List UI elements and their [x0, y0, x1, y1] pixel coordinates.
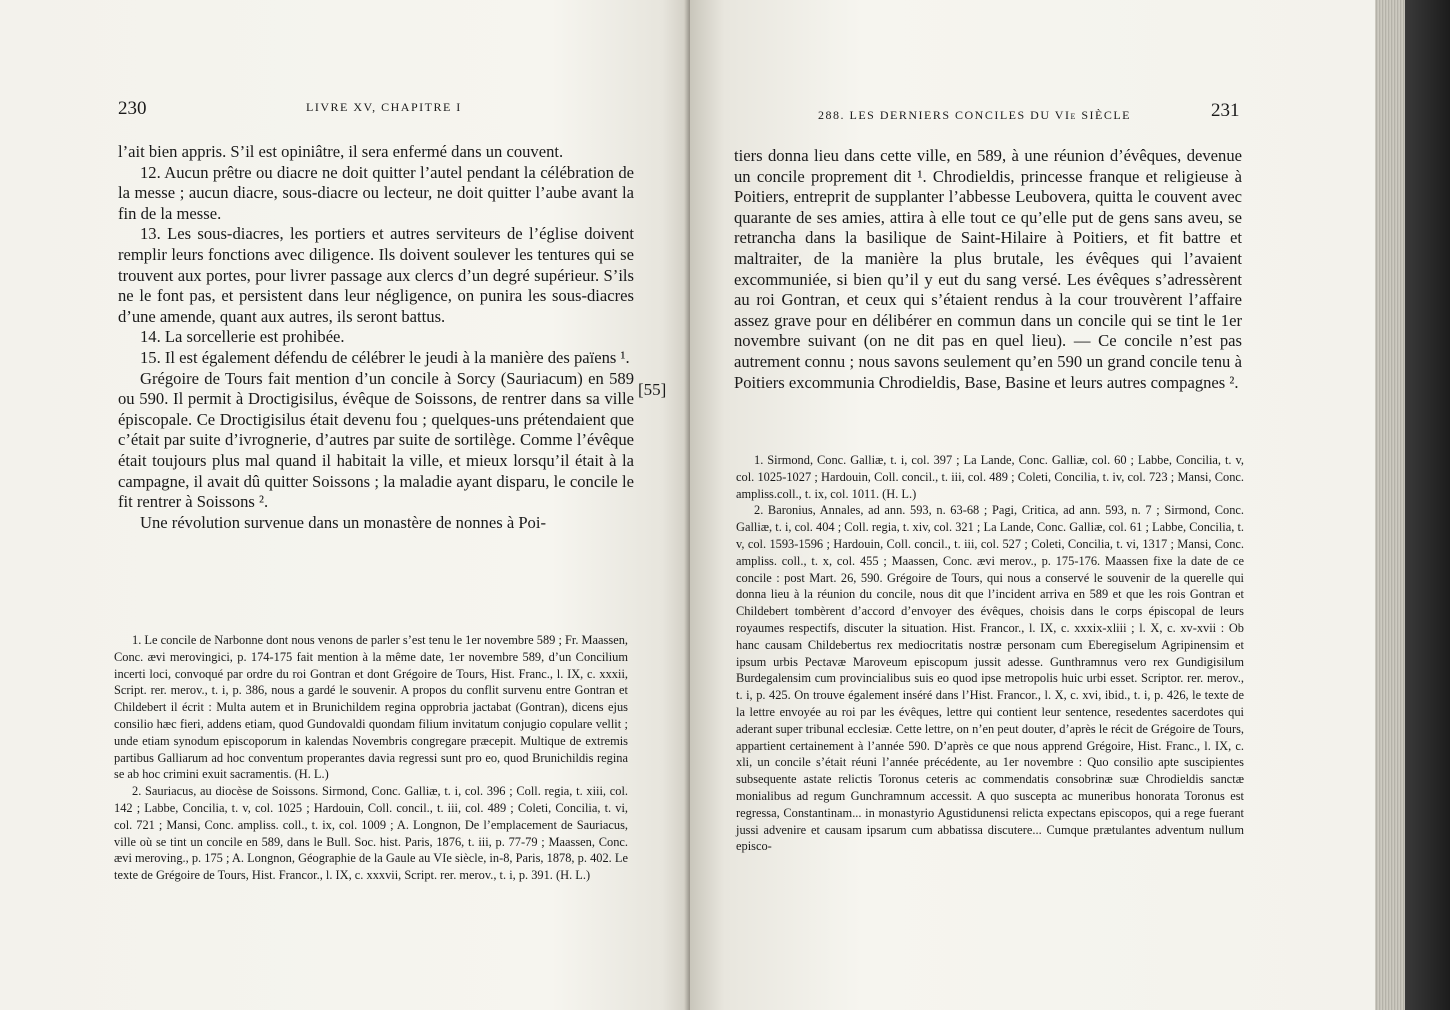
page-edges: [1375, 0, 1405, 1010]
running-head: 288. LES DERNIERS CONCILES DU VIe SIÈCLE: [818, 108, 1132, 122]
margin-page-reference: [55]: [638, 380, 667, 399]
page-number: 231: [1211, 100, 1240, 121]
paragraph: 15. Il est également défendu de célébrer le jeudi à la manière des païens ¹.: [140, 347, 630, 367]
footnote: 1. Sirmond, Conc. Galliæ, t. i, col. 397 ; La Lande, Conc. Galliæ, col. 60 ; Labbe, Concilia, t. v, col. 1025-1027 ; Hardouin, Coll. concil., t. iii, col. 489 ; Coleti, Concilia, t. iv, col. 723 ; Mansi, Conc. ampliss.coll., t. ix, col. 1011. (H. L.): [736, 453, 1244, 501]
main-text: [118, 142, 634, 533]
paragraph: 14. La sorcellerie est prohibée.: [140, 327, 345, 347]
main-text: [734, 146, 1242, 393]
left-page: [0, 0, 690, 1010]
paragraph: 12. Aucun prêtre ou diacre ne doit quitter l’autel pendant la célébration de la messe ; aucun diacre, sous-diacre ou lecteur, ne doit quitter l’aube avant la fin de la messe.: [118, 162, 634, 223]
running-head: LIVRE XV, CHAPITRE I: [306, 100, 462, 114]
right-page: [690, 0, 1375, 1010]
paragraph: Une révolution survenue dans un monastère de nonnes à Poi-: [140, 512, 546, 532]
footnotes: [114, 632, 628, 884]
paragraph: l’ait bien appris. S’il est opiniâtre, il sera enfermé dans un couvent.: [118, 142, 564, 161]
background: [1405, 0, 1450, 1010]
footnotes: [736, 452, 1244, 855]
page-number: 230: [118, 98, 147, 119]
paragraph: 13. Les sous-diacres, les portiers et autres serviteurs de l’église doivent remplir leurs fonctions avec diligence. Ils doivent soulever les tentures qui se trouvent aux portes, pour livrer passage aux clercs d’un degré supérieur. S’ils ne le font pas, et persistent dans leur négligence, on punira les sous-diacres d’une amende, quant aux autres, ils seront battus.: [118, 224, 634, 326]
footnote: 2. Sauriacus, au diocèse de Soissons. Sirmond, Conc. Galliæ, t. i, col. 396 ; Coll. regia, t. xiii, col. 142 ; Labbe, Concilia, t. v, col. 1025 ; Hardouin, Coll. concil., t. iii, col. 489 ; Coleti, Concilia, t. vi, col. 721 ; Mansi, Conc. ampliss. coll., t. ix, col. 1009 ; A. Longnon, De l’emplacement de Sauriacus, ville où se tint un concile en 589, dans le Bull. Soc. hist. Paris, 1876, t. iii, p. 77-79 ; Maassen, Conc. ævi meroving., p. 175 ; A. Longnon, Géographie de la Gaule au VIe siècle, in-8, Paris, 1878, p. 402. Le texte de Grégoire de Tours, Hist. Francor., l. IX, c. xxxvii, Script. rer. merov., t. i, p. 391. (H. L.): [114, 784, 628, 883]
paragraph: Grégoire de Tours fait mention d’un concile à Sorcy (Sauriacum) en 589 ou 590. Il permit à Droctigisilus, évêque de Soissons, de rentrer dans sa ville épiscopale. Ce Droctigisilus était devenu fou ; quelques-uns prétendaient que c’était par suite d’ivrognerie, d’autres par suite de sortilège. Comme l’évêque était toujours plus mal quand il habitait la ville, et mieux lorsqu’il était à la campagne, il avait dû quitter Soissons ; la maladie ayant disparu, le concile le fit rentrer à Soissons ².: [118, 368, 634, 512]
paragraph: tiers donna lieu dans cette ville, en 589, à une réunion d’évêques, devenue un concile proprement dit ¹. Chrodieldis, princesse franque et religieuse à Poitiers, entreprit de supplanter l’abbesse Leubovera, quitta le couvent avec quarante de ses amies, attira à elle tout ce qu’elle put de gens sans aveu, se retrancha dans la basilique de Saint-Hilaire à Poitiers, et fit battre et maltraiter, de la manière la plus brutale, les évêques qui l’avaient excommuniée, si bien qu’il y eut du sang versé. Les évêques s’adressèrent au roi Gontran, et ceux qui s’étaient rendus à la cour trouvèrent l’affaire assez grave pour en délibérer en commun dans un concile qui se tint le 1er novembre suivant (on ne dit pas en quel lieu). — Ce concile n’est pas autrement connu ; nous savons seulement qu’en 590 un grand concile tenu à Poitiers excommunia Chrodieldis, Base, Basine et leurs autres compagnes ².: [734, 146, 1242, 392]
footnote: 2. Baronius, Annales, ad ann. 593, n. 63-68 ; Pagi, Critica, ad ann. 593, n. 7 ; Sirmond, Conc. Galliæ, t. i, col. 404 ; Coll. regia, t. xiv, col. 321 ; La Lande, Conc. Galliæ, col. 61 ; Labbe, Concilia, t. v, col. 1593-1596 ; Hardouin, Coll. concil., t. iii, col. 527 ; Coleti, Concilia, t. vi, 1317 ; Mansi, Conc. ampliss. coll., t. x, col. 455 ; Maassen, Conc. ævi merov., p. 175-176. Maassen fixe la date de ce concile : post Mart. 26, 590. Grégoire de Tours, qui nous a conservé le souvenir de la querelle qui donna lieu à la réunion du concile, nous dit que l’incident arriva en 589 et que les rois Gontran et Childebert tombèrent d’accord d’envoyer des évêques, choisis dans le corps épiscopal de leurs royaumes respectifs, discuter la situation. Hist. Francor., l. IX, c. xxxix-xliii ; l. X, c. xv-xvii : Ob hanc causam Childebertus rex mediocritatis nostræ personam cum Eberegiselum Agripinensim et ipsum urbis Pectavæ Maroveum episcopum jussit adesse. Gunthramnus vero rex Gundigisilum Burdegalensim cum provincialibus suis eo quod ipse metropolis huic urbi esset. Scriptor. rer. merov., t. i, p. 425. On trouve également inséré dans l’Hist. Francor., l. X, c. xvi, ibid., t. i, p. 426, le texte de la lettre envoyée au roi par les évêques, lettre qui contient leur sentence, resedentes sacerdotes qui aderant super tribunal ecclesiæ. Cette lettre, on n’en peut douter, d’après le récit de Grégoire de Tours, appartient certainement à l’année 590. D’après ce que nous apprend Grégoire, Hist. Franc., l. IX, c. xli, un concile s’était réuni l’année précédente, au 1er novembre : Quo consilio apte suscipientes subsequente astate relictis Toronus ceteris ac commendatis consobrinæ suæ Chrodieldis sanctæ monialibus ad regum Gunchramnum accessit. A quo suscepta ac muneribus honorata Toronus est regressa, Constantinam... in monastyrio Agustidunensi relicta expectans episcopos, qui a rege fuerant jussi advenire et causam ipsarum cum abbatissa discutere... Cumque prætulantes adventum nullum episco-: [736, 503, 1244, 854]
footnote: 1. Le concile de Narbonne dont nous venons de parler s’est tenu le 1er novembre 589 ; Fr. Maassen, Conc. ævi merovingici, p. 174-175 fait mention à la même date, 1er novembre 589, d’un Concilium incerti loci, convoqué par ordre du roi Gontran et dont Grégoire de Tours, Hist. Franc., l. IX, c. xxxii, Script. rer. merov., t. i, p. 386, nous a gardé le souvenir. A propos du conflit survenu entre Gontran et Childebert il écrit : Multa autem et in Brunichildem regina opprobria jactabat (Gontran), dicens ejus consilio hæc fieri, addens etiam, quod Gundovaldi quondam filium invitatum conjugio copulare vellit ; unde etiam synodum episcoporum in kalendas Novembris congregare præcepit. Multique de extremis partibus Galliarum ad hoc conventum properantes davia regressi sunt pro eo, quod Brunichildis regina se ab hoc crimini exuit sacramentis. (H. L.): [114, 633, 628, 782]
